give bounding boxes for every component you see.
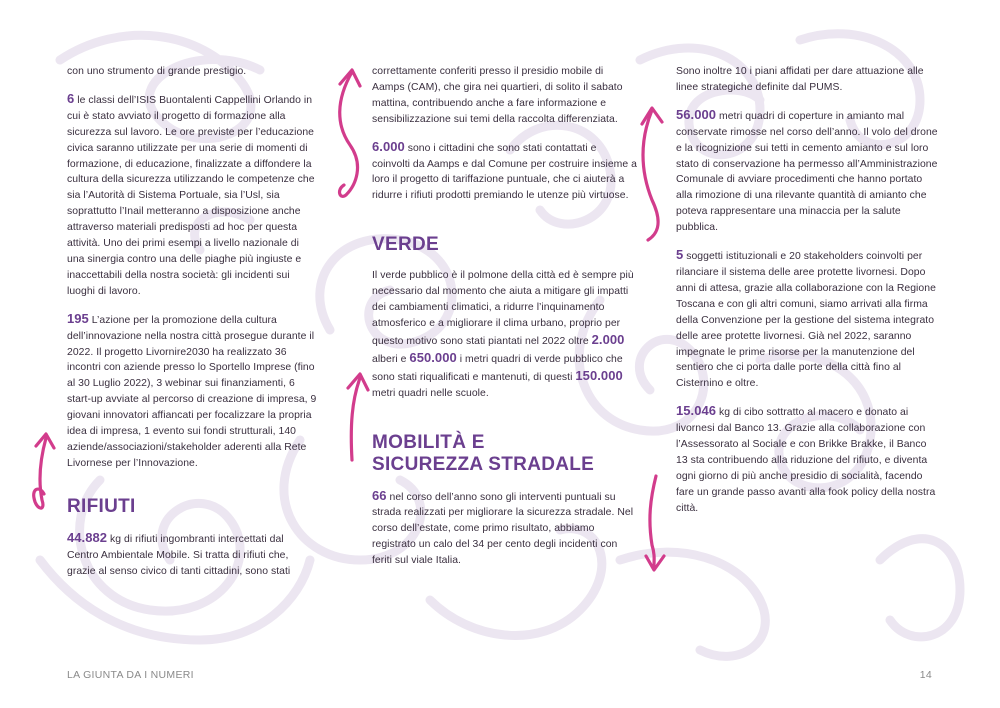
stat-text: metri quadri nelle scuole. xyxy=(372,387,489,399)
stat-text: kg di rifiuti ingombranti intercettati dal Centro Ambientale Mobile. Si tratta di rifiuti che, grazie al senso civico di tanti cittadini, sono stati xyxy=(67,533,291,577)
stat-number: 2.000 xyxy=(591,331,625,347)
heading-line: SICUREZZA STRADALE xyxy=(372,453,595,475)
stat-number: 5 xyxy=(676,247,684,263)
stat-number: 15.046 xyxy=(676,403,717,419)
stat-text: i metri quadri di verde pubblico che sono stati riqualificati e mantenuti, di questi xyxy=(372,353,623,383)
page-number: 14 xyxy=(919,669,932,681)
section-heading-rifiuti: RIFIUTI xyxy=(67,495,136,517)
footer-title: LA GIUNTA DA I NUMERI xyxy=(67,669,194,681)
stat-number: 650.000 xyxy=(409,349,457,365)
stat-paragraph xyxy=(67,91,317,300)
stat-number: 56.000 xyxy=(676,106,717,122)
stat-paragraph xyxy=(676,107,938,236)
stat-text: nel corso dell’anno sono gli interventi puntuali su strada realizzati per migliorare la sicurezza stradale. Nel corso dell’estate, come primo risultato, abbiamo registrato un calo del 34 per cento degli incidenti con feriti sul viale Italia. xyxy=(372,491,634,567)
stat-paragraph xyxy=(67,311,317,472)
stat-number: 150.000 xyxy=(575,367,623,383)
column-3 xyxy=(676,64,938,528)
column-1 xyxy=(67,64,317,590)
paragraph xyxy=(67,64,317,80)
stat-paragraph xyxy=(676,403,938,516)
paragraph xyxy=(372,64,637,128)
stat-number: 195 xyxy=(67,310,89,326)
section-heading-mobilita xyxy=(372,432,637,476)
stat-paragraph xyxy=(676,247,938,392)
stat-paragraph xyxy=(67,530,317,580)
stat-text: kg di cibo sottratto al macero e donato ai livornesi dal Banco 13. Grazie alla collaborazione con l’Assessorato al Sociale e con Brikke Brakke, il Banco 13 sta contribuendo alla riduzione del rifiuto, e diventa ogni giorno di più anche presidio di socialità, facendo fare un grande passo avanti alla fook policy della nostra città. xyxy=(676,407,936,514)
stat-text: soggetti istituzionali e 20 stakeholders coinvolti per rilanciare il sistema delle aree protette livornesi. Dopo anni di attesa, grazie alla collaborazione con la Regione Toscana e con gli altri comuni, siamo arrivati alla firma della Convenzione per la gestione del sistema integrato delle aree protette livornesi. Già nel 2022, saranno impegnate le prime risorse per la manutenzione del sentiero che ci porta dalle porte della città fino al Cisternino e oltre. xyxy=(676,251,936,390)
stat-text: sono i cittadini che sono stati contattati e coinvolti da Aamps e dal Comune per costruire insieme a loro il progetto di tariffazione puntuale, che ci aiuterà a ridurre i rifiuti prodotti premiando le utenze più virtuose. xyxy=(372,142,637,202)
stat-number: 44.882 xyxy=(67,529,108,545)
column-2 xyxy=(372,64,637,580)
paragraph xyxy=(676,64,938,96)
section-heading-verde: VERDE xyxy=(372,234,439,256)
stat-paragraph xyxy=(372,488,637,570)
stat-number: 66 xyxy=(372,487,387,503)
paragraph-text: con uno strumento di grande prestigio. xyxy=(67,66,247,77)
stat-paragraph xyxy=(372,139,637,205)
stat-text: metri quadri di coperture in amianto mal conservate rimosse nel corso dell’anno. Il volo del drone e la ricognizione sui tetti in cemento amianto e sul loro stato di conservazione ha permesso all’Amministrazione Comunale di avviare procedimenti che hanno portato alla rimozione di una rilevante quantità di amianto che poteva rappresentare una minaccia per la salute pubblica. xyxy=(676,110,938,234)
stat-text: L’azione per la promozione della cultura dell’innovazione nella nostra città prosegue durante il 2022. Il progetto Livornire2030 ha realizzato 36 incontri con aziende presso lo Sportello Imprese (fino al 30 Luglio 2022), 3 webinar sui finanziamenti, 6 start-up avviate al percorso di creazione di impresa, 9 giovani innovatori affiancati per focalizzare la propria idea di impresa, 1 evento sui fondi strutturali, 140 aziende/associazioni/stakeholder aderenti alla Rete Livornese per l’Innovazione. xyxy=(67,314,317,469)
heading-line: MOBILITÀ E xyxy=(372,431,485,453)
stat-number: 6 xyxy=(67,90,75,106)
stat-paragraph xyxy=(372,268,637,401)
paragraph-text: Sono inoltre 10 i piani affidati per dare attuazione alle linee strategiche definite dal PUMS. xyxy=(676,66,924,93)
paragraph-text: correttamente conferiti presso il presidio mobile di Aamps (CAM), che gira nei quartieri, di solito il sabato mattina, contribuendo anche a fare informazione e sensibilizzazione sui temi della raccolta differenziata. xyxy=(372,66,623,125)
stat-text: le classi dell’ISIS Buontalenti Cappellini Orlando in cui è stato avviato il progetto di formazione alla sicurezza sul lavoro. Le ore previste per l’educazione civica saranno utilizzate per una serie di momenti di formazione, di educazione, finalizzate a diffondere la cultura della sicurezza utilizzando le competenze che sia l’Autorità di Sistema Portuale, sia l’Usl, sia soprattutto l’Inail metteranno a disposizione anche attraverso materiali predisposti ad hoc per questa attività. Uno dei primi esempi a livello nazionale di una sinergia contro una delle piaghe più ingiuste e inaccettabili della nostra società: gli incidenti sui luoghi di lavoro. xyxy=(67,94,315,297)
stat-text: Il verde pubblico è il polmone della città ed è sempre più necessario dal momento che aiuta a mitigare gli impatti dei cambiamenti climatici, a ridurre l’inquinamento atmosferico e a migliorare il clima urbano, proprio per questo motivo sono stati piantati nel 2022 oltre xyxy=(372,270,634,347)
stat-number: 6.000 xyxy=(372,138,405,154)
stat-text: alberi e xyxy=(372,353,410,365)
